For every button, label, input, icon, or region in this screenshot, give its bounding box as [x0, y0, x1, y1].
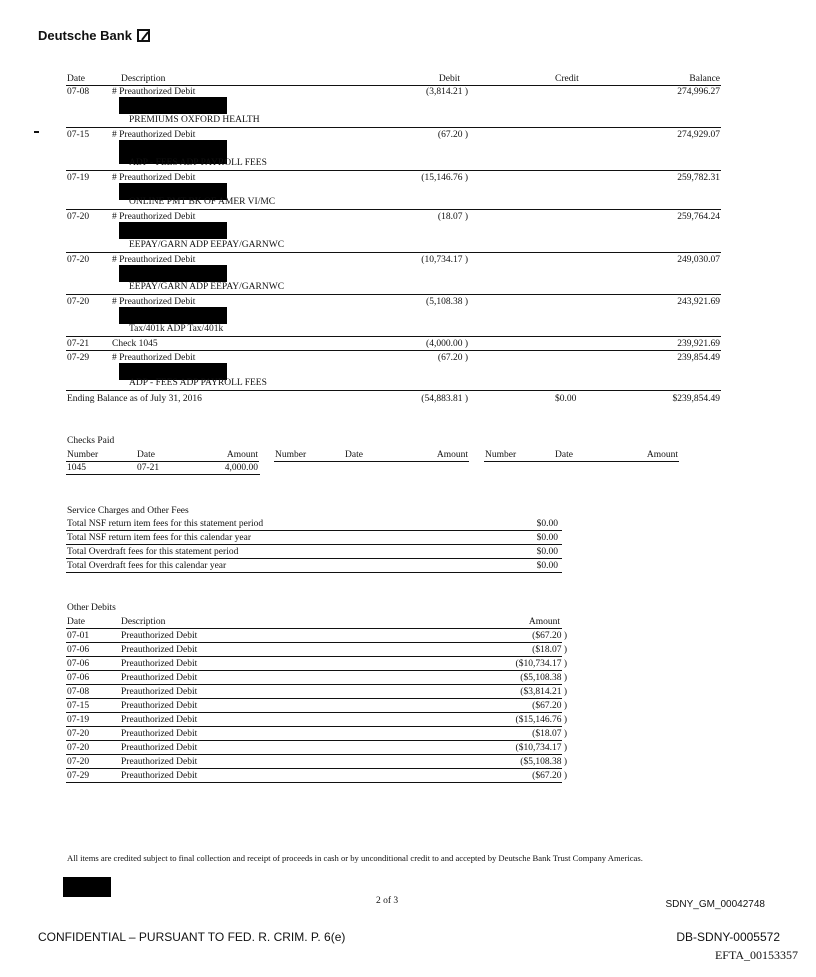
- other-debit-amount: ($18.07 ): [532, 645, 567, 655]
- tx-debit: (4,000.00 ): [426, 339, 468, 349]
- other-debit-description: Preauthorized Debit: [121, 757, 198, 767]
- service-charge-rule: [66, 544, 562, 545]
- other-debit-rule: [66, 726, 562, 727]
- other-debit-amount: ($3,814.21 ): [520, 687, 567, 697]
- tx-description: # Preauthorized Debit: [112, 87, 196, 97]
- other-debit-description: Preauthorized Debit: [121, 631, 198, 641]
- tx-debit: (15,146.76 ): [421, 173, 468, 183]
- checks-header-date: Date: [137, 450, 155, 460]
- tx-description: # Preauthorized Debit: [112, 212, 196, 222]
- tx-date: 07-15: [67, 130, 90, 140]
- checks-header-amount: Amount: [436, 450, 468, 460]
- tx-debit: (67.20 ): [437, 353, 468, 363]
- tx-debit: (18.07 ): [437, 212, 468, 222]
- tx-date: 07-08: [67, 87, 90, 97]
- other-debit-description: Preauthorized Debit: [121, 659, 198, 669]
- service-charge-amount: $0.00: [536, 561, 558, 571]
- other-debit-rule: [66, 670, 562, 671]
- tx-description: # Preauthorized Debit: [112, 130, 196, 140]
- ending-debit-total: (54,883.81 ): [421, 394, 468, 404]
- redaction-block: [119, 307, 227, 324]
- service-charge-amount: $0.00: [536, 519, 558, 529]
- tx-date: 07-20: [67, 212, 90, 222]
- service-charge-rule: [66, 530, 562, 531]
- tx-sub-description: PREMIUMS OXFORD HEALTH: [129, 115, 260, 125]
- checks-header-rule: [274, 461, 469, 462]
- bank-logo: [38, 28, 150, 43]
- checks-header-rule: [66, 461, 259, 462]
- other-debit-amount: ($67.20 ): [532, 701, 567, 711]
- service-charge-label: Total NSF return item fees for this statement period: [67, 519, 264, 529]
- tx-sub-description: Tax/401k ADP Tax/401k: [129, 324, 224, 334]
- service-charge-label: Total Overdraft fees for this statement period: [67, 547, 239, 557]
- other-debit-description: Preauthorized Debit: [121, 687, 198, 697]
- check-number: 1045: [67, 463, 86, 473]
- sdny-bates-id: SDNY_GM_00042748: [665, 899, 765, 910]
- tx-balance: 239,921.69: [677, 339, 720, 349]
- service-charge-rule: [66, 572, 562, 573]
- other-debit-date: 07-19: [67, 715, 90, 725]
- other-debit-description: Preauthorized Debit: [121, 701, 198, 711]
- tx-description: # Preauthorized Debit: [112, 173, 196, 183]
- other-debit-date: 07-15: [67, 701, 90, 711]
- tx-row-rule: [66, 127, 721, 128]
- margin-dash: [34, 131, 39, 133]
- other-debit-rule: [66, 698, 562, 699]
- ending-credit-total: $0.00: [555, 394, 577, 404]
- tx-row-rule: [66, 170, 721, 171]
- other-debit-rule: [66, 782, 562, 783]
- service-charge-amount: $0.00: [536, 547, 558, 557]
- redaction-block: [119, 97, 227, 114]
- col-header-description: Description: [121, 74, 166, 84]
- checks-header-date: Date: [555, 450, 573, 460]
- other-debit-description: Preauthorized Debit: [121, 645, 198, 655]
- other-debit-rule: [66, 712, 562, 713]
- redaction-block: [119, 265, 227, 282]
- tx-description: Check 1045: [112, 339, 158, 349]
- page-number: 2 of 3: [376, 896, 399, 906]
- checks-header-amount: Amount: [226, 450, 258, 460]
- col-header-date: Date: [67, 74, 85, 84]
- tx-sub-description: EEPAY/GARN ADP EEPAY/GARNWC: [129, 240, 285, 250]
- other-debit-date: 07-20: [67, 729, 90, 739]
- tx-balance: 249,030.07: [677, 255, 720, 265]
- other-debit-amount: ($10,734.17 ): [515, 743, 567, 753]
- tx-row-rule: [66, 350, 721, 351]
- checks-header-number: Number: [275, 450, 307, 460]
- bank-name: Deutsche Bank: [38, 28, 132, 43]
- checks-paid-title: Checks Paid: [67, 436, 115, 446]
- tx-sub-description: ADP - FEES ADP PAYROLL FEES: [129, 378, 267, 388]
- redaction-block: [119, 222, 227, 239]
- ending-balance-total: $239,854.49: [672, 394, 720, 404]
- other-debit-description: Preauthorized Debit: [121, 743, 198, 753]
- other-debit-rule: [66, 740, 562, 741]
- tx-row-rule: [66, 294, 721, 295]
- efta-id: EFTA_00153357: [714, 948, 798, 962]
- tx-balance: 274,996.27: [677, 87, 720, 97]
- other-debit-date: 07-06: [67, 673, 90, 683]
- other-debit-amount: ($18.07 ): [532, 729, 567, 739]
- checks-header-date: Date: [345, 450, 363, 460]
- other-debits-title: Other Debits: [67, 603, 116, 613]
- tx-sub-description: ONLINE PMT BK OF AMER VI/MC: [129, 197, 276, 207]
- other-debit-amount: ($10,734.17 ): [515, 659, 567, 669]
- tx-date: 07-20: [67, 297, 90, 307]
- other-debit-date: 07-29: [67, 771, 90, 781]
- tx-date: 07-19: [67, 173, 90, 183]
- tx-description: # Preauthorized Debit: [112, 255, 196, 265]
- other-debit-date: 07-06: [67, 659, 90, 669]
- tx-debit: (3,814.21 ): [426, 87, 468, 97]
- service-charge-amount: $0.00: [536, 533, 558, 543]
- other-debit-rule: [66, 656, 562, 657]
- other-debit-description: Preauthorized Debit: [121, 771, 198, 781]
- other-debit-rule: [66, 754, 562, 755]
- col-header-balance: Balance: [689, 74, 720, 84]
- check-amount: 4,000.00: [224, 463, 258, 473]
- tx-row-rule: [66, 390, 721, 391]
- tx-row-rule: [66, 209, 721, 210]
- tx-balance: 259,764.24: [677, 212, 720, 222]
- other-debits-header-rule: [66, 628, 562, 629]
- confidential-notice: CONFIDENTIAL – PURSUANT TO FED. R. CRIM. P. 6(e): [38, 930, 346, 944]
- checks-header-number: Number: [485, 450, 517, 460]
- other-debits-header-date: Date: [67, 617, 85, 627]
- checks-header-amount: Amount: [646, 450, 678, 460]
- other-debit-amount: ($15,146.76 ): [515, 715, 567, 725]
- disclaimer-text: All items are credited subject to final collection and receipt of proceeds in cash or by unconditional credit to and accepted by Deutsche Bank Trust Company Americas.: [67, 853, 643, 863]
- other-debit-date: 07-20: [67, 743, 90, 753]
- tx-date: 07-29: [67, 353, 90, 363]
- checks-header-number: Number: [67, 450, 99, 460]
- other-debits-header-amount: Amount: [528, 617, 560, 627]
- db-bates-id: DB-SDNY-0005572: [676, 930, 780, 944]
- other-debit-amount: ($5,108.38 ): [520, 673, 567, 683]
- deutsche-bank-slash-icon: [137, 29, 150, 42]
- tx-debit: (67.20 ): [437, 130, 468, 140]
- col-header-debit: Debit: [438, 74, 460, 84]
- other-debit-rule: [66, 684, 562, 685]
- col-header-credit: Credit: [555, 74, 579, 84]
- other-debit-date: 07-08: [67, 687, 90, 697]
- other-debit-description: Preauthorized Debit: [121, 715, 198, 725]
- other-debit-date: 07-01: [67, 631, 90, 641]
- other-debit-description: Preauthorized Debit: [121, 729, 198, 739]
- service-charge-label: Total NSF return item fees for this calendar year: [67, 533, 251, 543]
- other-debit-amount: ($67.20 ): [532, 771, 567, 781]
- other-debits-header-description: Description: [121, 617, 166, 627]
- ending-balance-label: Ending Balance as of July 31, 2016: [67, 394, 202, 404]
- check-date: 07-21: [137, 463, 160, 473]
- tx-balance: 274,929.07: [677, 130, 720, 140]
- other-debit-description: Preauthorized Debit: [121, 673, 198, 683]
- other-debit-amount: ($5,108.38 ): [520, 757, 567, 767]
- tx-date: 07-21: [67, 339, 90, 349]
- tx-sub-description: ADP - FEES ADP PAYROLL FEES: [129, 158, 267, 168]
- tx-description: # Preauthorized Debit: [112, 297, 196, 307]
- tx-debit: (10,734.17 ): [421, 255, 468, 265]
- tx-row-rule: [66, 336, 721, 337]
- redaction-block: [63, 877, 111, 897]
- tx-row-rule: [66, 252, 721, 253]
- tx-sub-description: EEPAY/GARN ADP EEPAY/GARNWC: [129, 282, 285, 292]
- other-debit-date: 07-06: [67, 645, 90, 655]
- other-debit-rule: [66, 768, 562, 769]
- service-charge-rule: [66, 558, 562, 559]
- check-row-rule: [66, 474, 260, 475]
- checks-header-rule: [484, 461, 679, 462]
- service-charges-title: Service Charges and Other Fees: [67, 506, 189, 516]
- header-rule: [66, 85, 721, 86]
- tx-balance: 259,782.31: [677, 173, 720, 183]
- other-debit-rule: [66, 642, 562, 643]
- service-charge-label: Total Overdraft fees for this calendar year: [67, 561, 227, 571]
- tx-debit: (5,108.38 ): [426, 297, 468, 307]
- tx-balance: 239,854.49: [677, 353, 720, 363]
- other-debit-date: 07-20: [67, 757, 90, 767]
- tx-description: # Preauthorized Debit: [112, 353, 196, 363]
- tx-date: 07-20: [67, 255, 90, 265]
- tx-balance: 243,921.69: [677, 297, 720, 307]
- other-debit-amount: ($67.20 ): [532, 631, 567, 641]
